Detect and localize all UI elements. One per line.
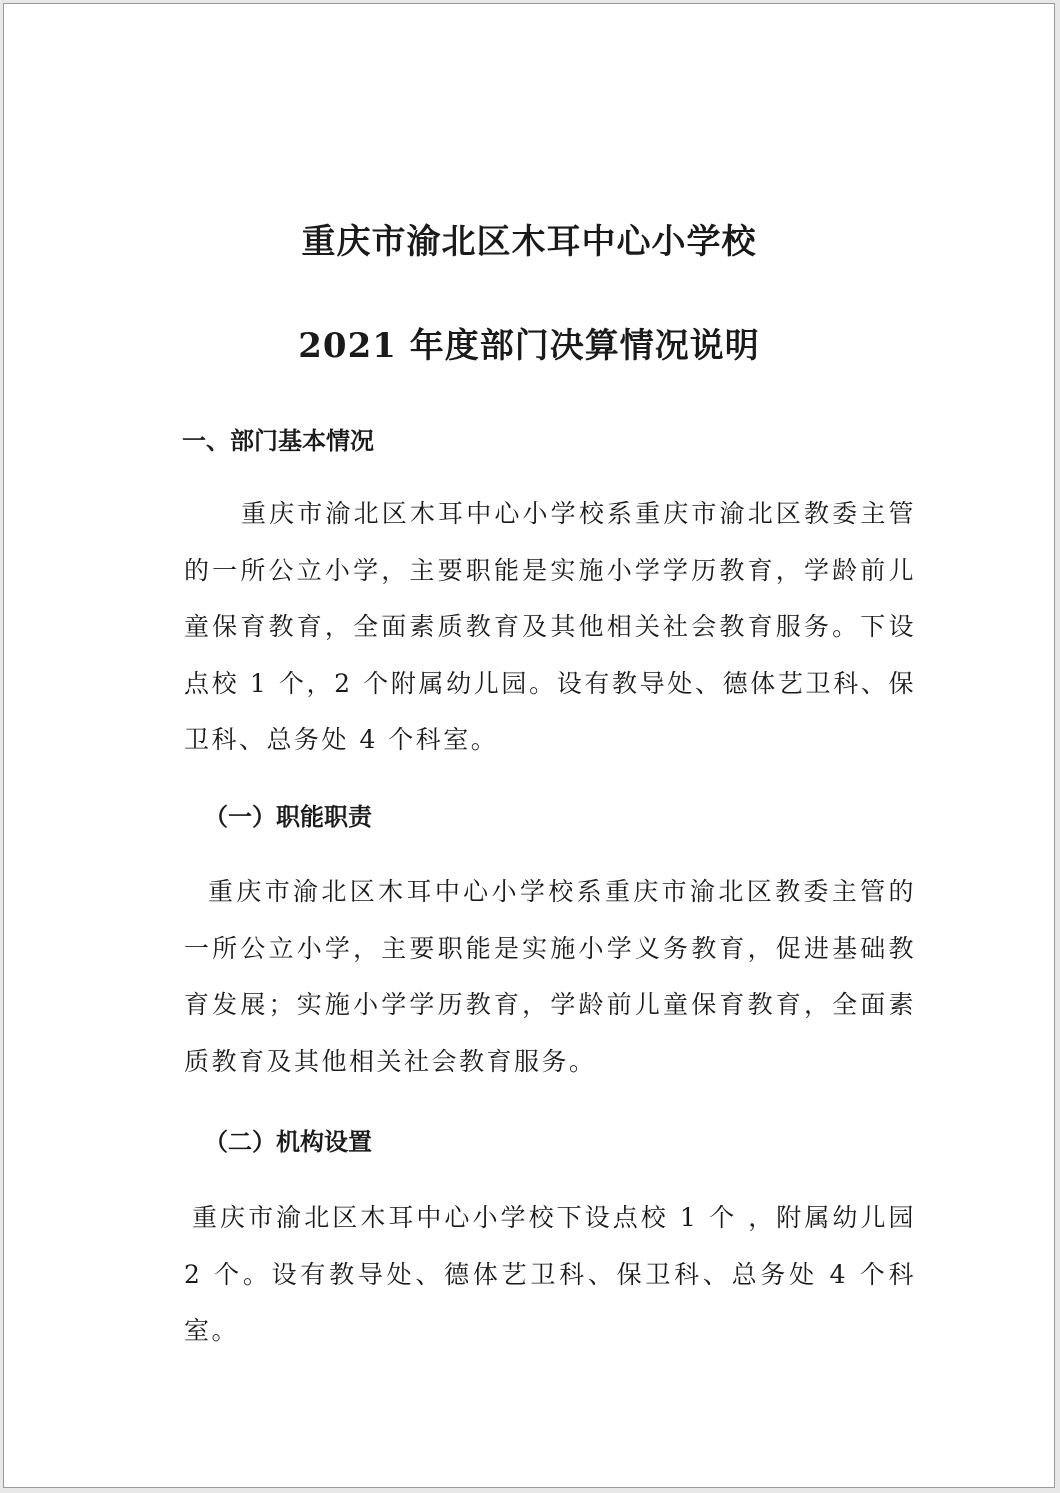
document-title-line-1: 重庆市渝北区木耳中心小学校 bbox=[301, 222, 757, 262]
document-title-line-2: 2021 年度部门决算情况说明 bbox=[298, 326, 760, 366]
section-paragraph-basic-info: 重庆市渝北区木耳中心小学校系重庆市渝北区教委主管的一所公立小学，主要职能是实施小学学历教育，学龄前儿童保育教育，全面素质教育及其他相关社会教育服务。下设点校 1 个，2 个附属幼儿园。设有教导处、德体艺卫科、保卫科、总务处 4 个科室。 bbox=[184, 499, 916, 754]
section-heading-basic-info: 一、部门基本情况 bbox=[182, 426, 374, 455]
subsection-paragraph-organization: 重庆市渝北区木耳中心小学校下设点校 1 个 ，附属幼儿园 2 个。设有教导处、德体艺卫科、保卫科、总务处 4 个科室。 bbox=[184, 1203, 916, 1345]
subsection-heading-organization: （二）机构设置 bbox=[204, 1127, 372, 1156]
document-page bbox=[3, 3, 1055, 1488]
subsection-heading-duties: （一）职能职责 bbox=[204, 802, 372, 831]
subsection-paragraph-duties: 重庆市渝北区木耳中心小学校系重庆市渝北区教委主管的一所公立小学，主要职能是实施小学义务教育，促进基础教育发展；实施小学学历教育，学龄前儿童保育教育，全面素质教育及其他相关社会教育服务。 bbox=[184, 877, 916, 1076]
